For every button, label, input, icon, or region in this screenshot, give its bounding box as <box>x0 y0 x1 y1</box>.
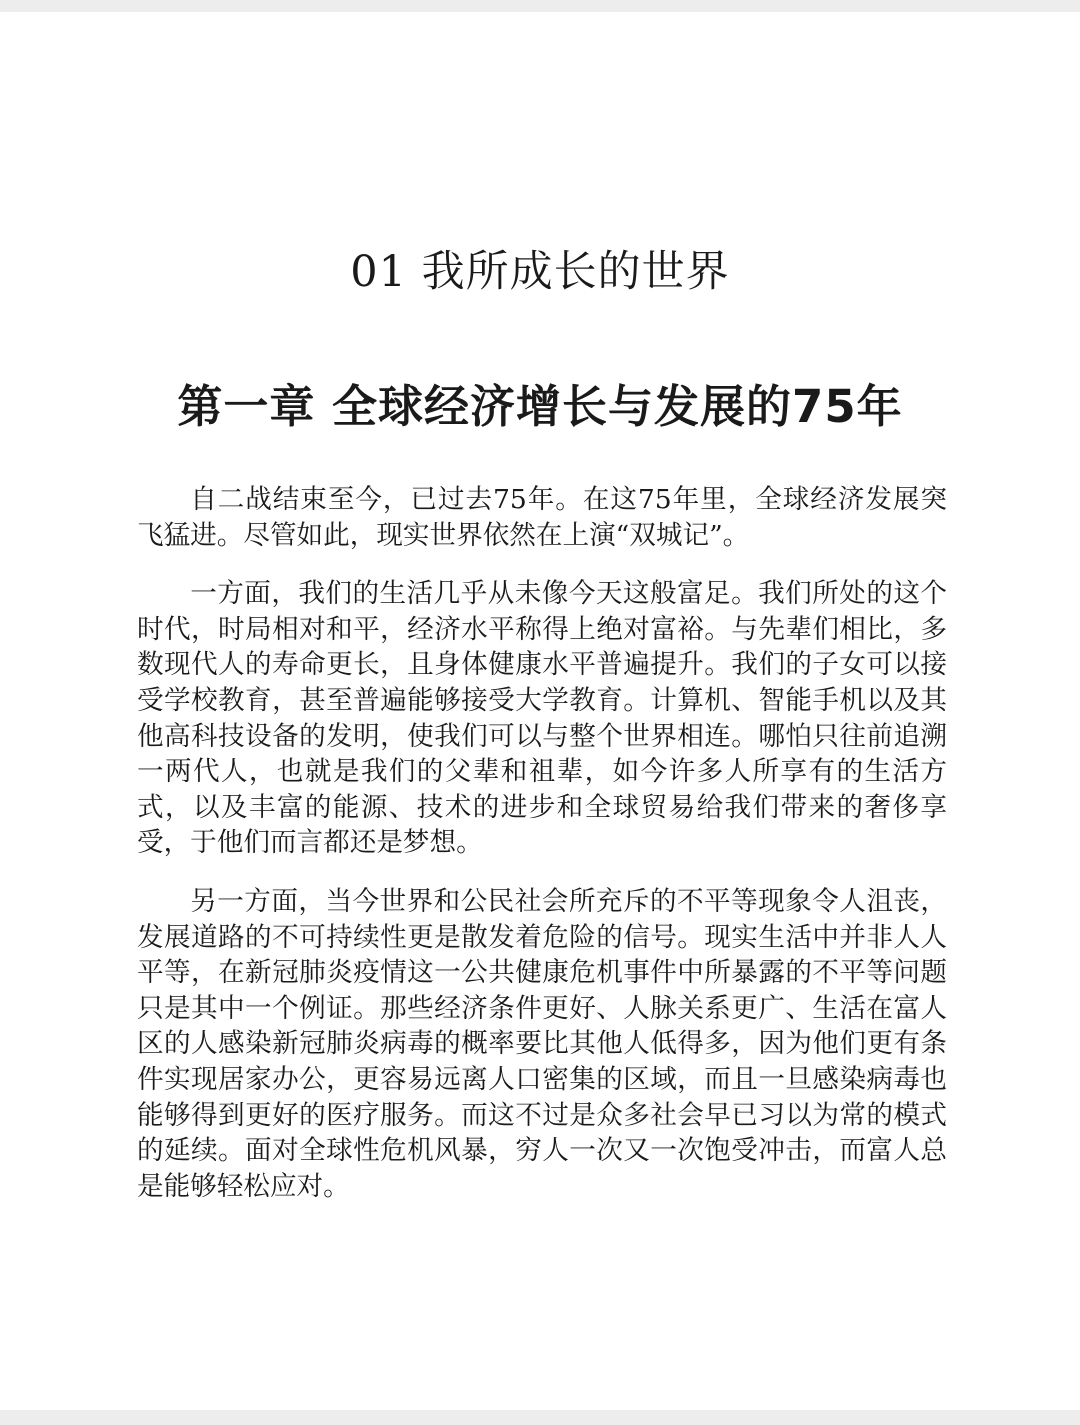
paragraph: 另一方面，当今世界和公民社会所充斥的不平等现象令人沮丧，发展道路的不可持续性更是散发着危险的信号。现实生活中并非人人平等，在新冠肺炎疫情这一公共健康危机事件中所暴露的不平等问题只是其中一个例证。那些经济条件更好、人脉关系更广、生活在富人区的人感染新冠肺炎病毒的概率要比其他人低得多，因为他们更有条件实现居家办公，更容易远离人口密集的区域，而且一旦感染病毒也能够得到更好的医疗服务。而这不过是众多社会早已习以为常的模式的延续。面对全球性危机风暴，穷人一次又一次饱受冲击，而富人总是能够轻松应对。 <box>137 885 947 1202</box>
section-title: 01 我所成长的世界 <box>350 247 730 297</box>
chapter-title: 第一章 全球经济增长与发展的75年 <box>177 380 903 433</box>
book-page <box>0 12 1080 1410</box>
paragraph: 一方面，我们的生活几乎从未像今天这般富足。我们所处的这个时代，时局相对和平，经济水平称得上绝对富裕。与先辈们相比，多数现代人的寿命更长，且身体健康水平普遍提升。我们的子女可以接受学校教育，甚至普遍能够接受大学教育。计算机、智能手机以及其他高科技设备的发明，使我们可以与整个世界相连。哪怕只往前追溯一两代人，也就是我们的父辈和祖辈，如今许多人所享有的生活方式，以及丰富的能源、技术的进步和全球贸易给我们带来的奢侈享受，于他们而言都还是梦想。 <box>137 578 947 859</box>
chapter-body <box>137 482 947 1227</box>
paragraph: 自二战结束至今，已过去75年。在这75年里，全球经济发展突飞猛进。尽管如此，现实世界依然在上演“双城记”。 <box>137 484 947 551</box>
